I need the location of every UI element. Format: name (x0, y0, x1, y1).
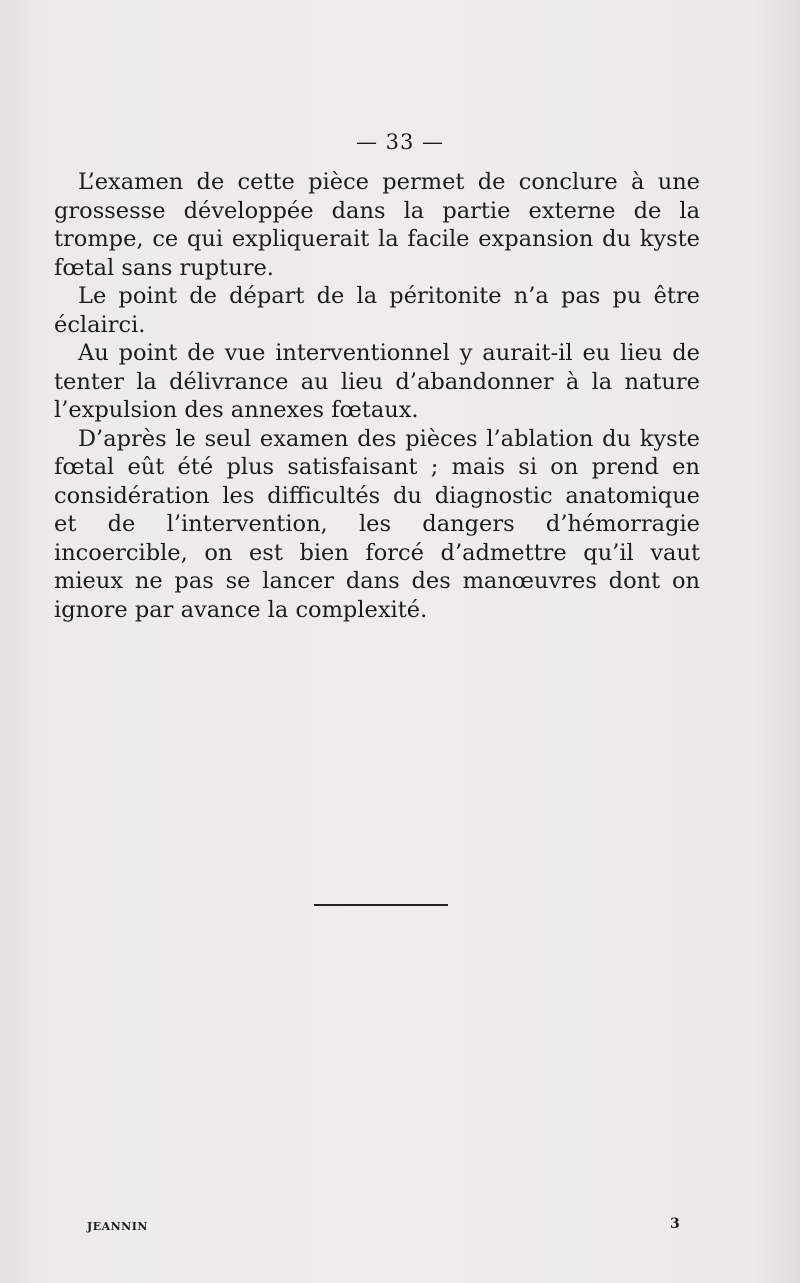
paragraph: Le point de départ de la péritonite n’a pas pu être éclairci. (54, 283, 700, 338)
paragraph: D’après le seul examen des pièces l’ablation du kyste fœtal eût été plus satisfaisant ; mais si on prend en considération les difficultés du diagnostic anatomique et de l’intervention, les dangers d’hémorragie incoercible, on est bien forcé d’admettre qu’il vaut mieux ne pas se lancer dans des manœuvres dont on ignore par avance la complexité. (54, 425, 700, 623)
paragraph: L’examen de cette pièce permet de conclure à une grossesse développée dans la partie externe de la trompe, ce qui expliquerait la facile expansion du kyste fœtal sans rupture. (54, 169, 700, 281)
page-number: — 33 — (355, 130, 445, 154)
printer-signature: JEANNIN (87, 1220, 148, 1233)
body-text (54, 168, 700, 624)
sheet-number: 3 (670, 1216, 680, 1232)
section-end-rule (314, 904, 448, 906)
paragraph: Au point de vue interventionnel y aurait-il eu lieu de tenter la délivrance au lieu d’abandonner à la nature l’expulsion des annexes fœtaux. (54, 340, 700, 423)
